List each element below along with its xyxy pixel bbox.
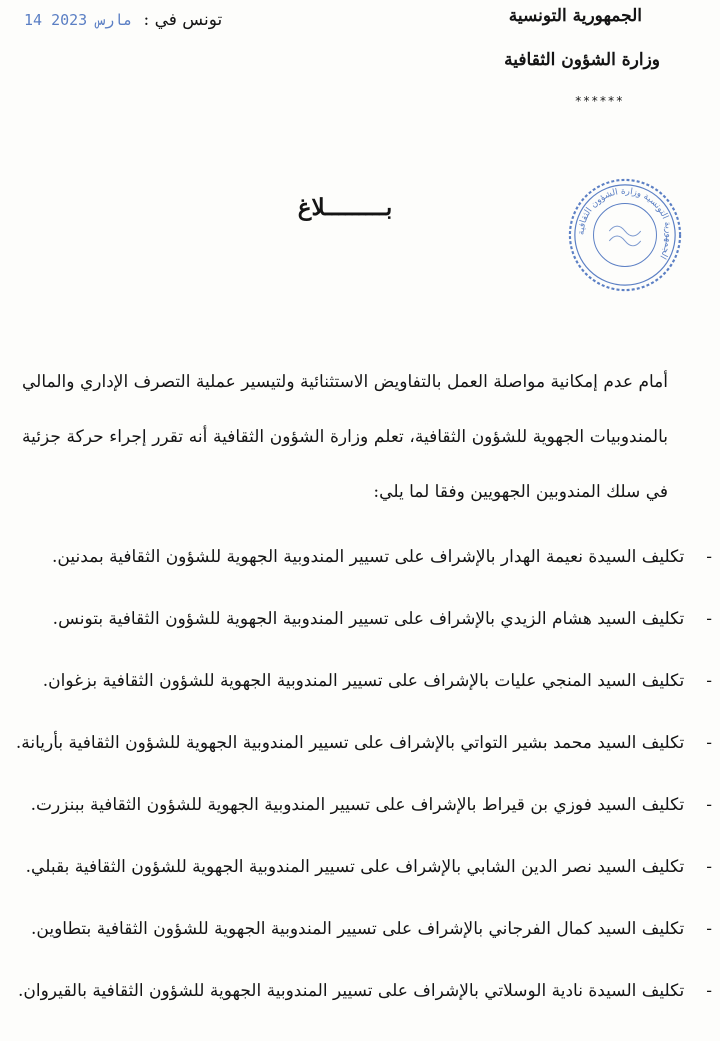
ministry-heading: وزارة الشؤون الثقافية: [504, 50, 660, 70]
list-bullet: -: [706, 733, 712, 753]
list-item-text: تكليف السيد محمد بشير التواتي بالإشراف على تسيير المندوبية الجهوية للشؤون الثقافية بأريانة.: [15, 733, 685, 753]
list-bullet: -: [706, 609, 712, 629]
list-bullet: -: [706, 857, 712, 877]
republic-heading: الجمهورية التونسية: [508, 6, 642, 26]
list-item: [16, 733, 712, 753]
seal-text: الجمهورية التونسية وزارة الشؤون الثقافية: [576, 186, 674, 261]
list-item-text: تكليف السيد كمال الفرجاني بالإشراف على تسيير المندوبية الجهوية للشؤون الثقافية بتطاوين.: [31, 919, 685, 939]
list-item-text: تكليف السيد هشام الزيدي بالإشراف على تسيير المندوبية الجهوية للشؤون الثقافية بتونس.: [52, 609, 685, 629]
list-bullet: -: [706, 981, 712, 1001]
list-item: [53, 609, 712, 629]
list-item-text: تكليف السيدة نادية الوسلاتي بالإشراف على تسيير المندوبية الجهوية للشؤون الثقافية بالقيروان.: [17, 981, 685, 1001]
header-stars: ******: [574, 94, 624, 108]
intro-paragraph: [22, 355, 668, 520]
page-title: بـــــــــلاغ: [297, 194, 393, 221]
list-item-text: تكليف السيد فوزي بن قيراط بالإشراف على تسيير المندوبية الجهوية للشؤون الثقافية ببنزرت.: [30, 795, 685, 815]
date-line: [24, 10, 222, 30]
list-item: [31, 919, 712, 939]
list-item: [31, 795, 712, 815]
intro-text: أمام عدم إمكانية مواصلة العمل بالتفاويض الاستثنائية ولتيسير عملية التصرف الإداري والمالي بالمندوبيات الجهوية للشؤون الثقافية، تعلم وزارة الشؤون الثقافية أنه تقرر إجراء حركة جزئية في سلك المندوبين الجهويين وفقا لما يلي:: [22, 372, 668, 502]
list-item: [43, 671, 712, 691]
list-item: [52, 547, 712, 567]
date-label: تونس في :: [143, 10, 223, 30]
list-bullet: -: [706, 547, 712, 567]
list-item: [26, 857, 712, 877]
list-item-text: تكليف السيد المنجي عليات بالإشراف على تسيير المندوبية الجهوية للشؤون الثقافية بزغوان.: [42, 671, 685, 691]
list-item: [18, 981, 712, 1001]
list-item-text: تكليف السيد نصر الدين الشابي بالإشراف على تسيير المندوبية الجهوية للشؤون الثقافية بقبلي.: [25, 857, 685, 877]
list-bullet: -: [706, 671, 712, 691]
list-bullet: -: [706, 919, 712, 939]
date-stamp: 14 مارس 2023: [24, 11, 133, 29]
list-item-text: تكليف السيدة نعيمة الهدار بالإشراف على تسيير المندوبية الجهوية للشؤون الثقافية بمدنين.: [52, 547, 685, 567]
ministry-seal-icon: [566, 176, 684, 294]
list-bullet: -: [706, 795, 712, 815]
